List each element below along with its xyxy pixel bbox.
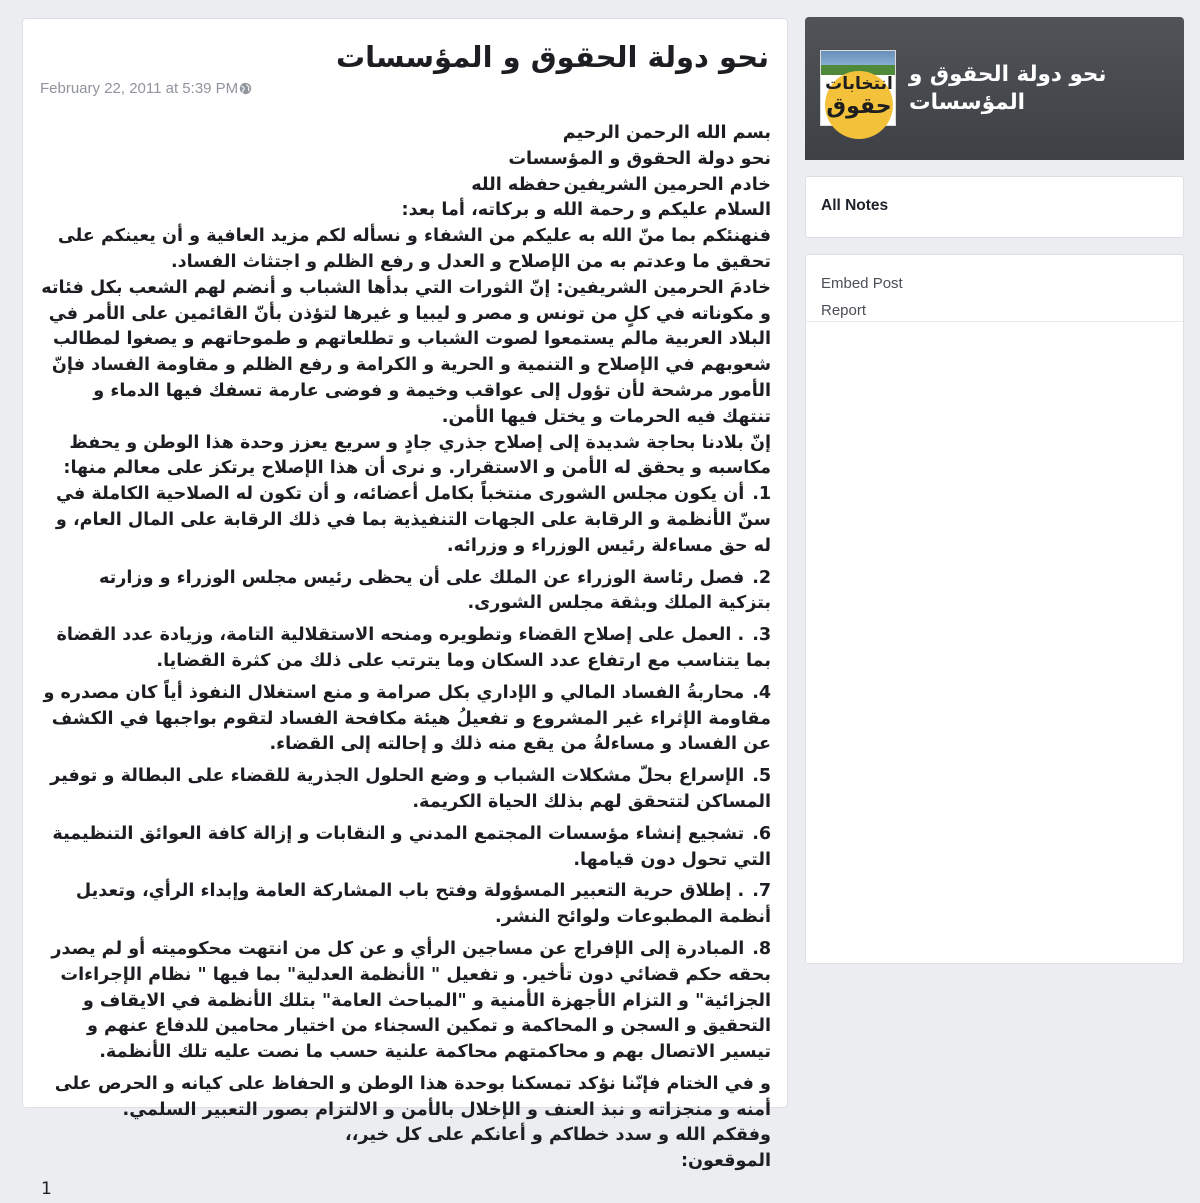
demand-text: محاربةُ الفساد المالي و الإداري بكل صرامة و منع استغلال النفوذ أياً كان مصدره و مقاومة الإثراء غير المشروع و تفعيلُ هيئة مكافحة الفساد لتقوم بواجبها في الكشف عن الفساد و مساءلةُ من يقع منه ذلك و إحالته إلى القضاء.: [43, 682, 771, 755]
cover-logo-line2: حقوق: [826, 94, 892, 119]
demand-number: 8.: [752, 938, 771, 959]
greeting-line: السلام عليكم و رحمة الله و بركاته، أما بعد:: [401, 200, 771, 221]
demand-text: الإسراع بحلّ مشكلات الشباب و وضع الحلول الجذرية للقضاء على البطالة و توفير المساكن لتتحقق لهم بذلك الحياة الكريمة.: [50, 766, 771, 812]
note-timestamp[interactable]: February 22, 2011 at 5:39 PM: [40, 80, 239, 97]
bismillah-line: بسم الله الرحمن الرحيم: [562, 123, 771, 143]
note-actions-box: [805, 254, 1184, 964]
all-notes-link[interactable]: All Notes: [805, 176, 1184, 238]
demand-item: [41, 681, 771, 758]
demand-number: 2.: [752, 567, 771, 588]
demand-item: [41, 822, 771, 874]
cover-logo-line1: انتخابات: [825, 74, 893, 94]
globe-icon[interactable]: [239, 82, 252, 95]
sidebar-page-title[interactable]: نحو دولة الحقوق و المؤسسات: [909, 62, 1107, 115]
demand-text: المبادرة إلى الإفراج عن مساجين الرأي و عن كل من انتهت محكوميته أو لم يصدر بحقه حكم قضائي دون تأخير. و تفعيل " الأنظمة العدلية" بما فيها " نظام الإجراءات الجزائية" و التزام الأجهزة الأمنية و "المباحث العامة" بتلك الأنظمة في الايقاف و التحقيق و السجن و المحاكمة و تمكين السجناء من اختيار محامين للدفاع عنهم و تيسير الاتصال بهم و محاكمتهم محاكمة علنية حسب ما نصت عليه تلك الأنظمة.: [51, 938, 771, 1063]
page-cover-image[interactable]: [820, 50, 896, 126]
demand-item: [41, 623, 771, 675]
demand-text: تشجيع إنشاء مؤسسات المجتمع المدني و النقابات و إزالة كافة العوائق التنظيمية التي تحول دون قيامها.: [52, 823, 771, 870]
closing-prayer: وفقكم الله و سدد خطاكم و أعانكم على كل خير،،: [345, 1125, 771, 1146]
addressee-line: [41, 173, 771, 199]
report-link[interactable]: Report: [821, 302, 867, 319]
divider: [806, 321, 1183, 322]
demand-text: . العمل على إصلاح القضاء وتطويره ومنحه الاستقلالية التامة، وزيادة عدد القضاة بما يتناسب مع ارتفاع عدد السكان وما يترتب على ذلك من كثرة القضايا.: [56, 625, 771, 671]
demand-item: [41, 879, 771, 931]
demand-number: 6.: [752, 823, 771, 844]
demand-number: 3.: [752, 625, 771, 646]
subject-line: نحو دولة الحقوق و المؤسسات: [508, 148, 771, 169]
demand-number: 7.: [752, 881, 771, 902]
demand-item: [41, 764, 771, 816]
paragraph-3: إنّ بلادنا بحاجة شديدة إلى إصلاح جذري جادٍ و سريع يعزز وحدة هذا الوطن و يحفظ مكاسبه و يحقق له الأمن و الاستقرار. و نرى أن هذا الإصلاح يرتكز على معالم منها:: [63, 432, 771, 479]
demand-text: . إطلاق حرية التعبير المسؤولة وفتح باب المشاركة العامة وإبداء الرأي، وتعديل أنظمة المطبوعات ولوائح النشر.: [75, 881, 771, 928]
closing-paragraph: و في الختام فإنّنا نؤكد تمسكنا بوحدة هذا الوطن و الحفاظ على كيانه و الحرص على أمنه و منجزاته و نبذ العنف و الإخلال بالأمن و الالتزام بصور التعبير السلمي.: [54, 1073, 771, 1120]
note-title: نحو دولة الحقوق و المؤسسات: [336, 40, 769, 74]
demand-number: 4.: [752, 682, 771, 703]
note-card: [22, 18, 788, 1200]
signer-number: 1: [41, 1179, 52, 1200]
note-meta: [40, 80, 252, 97]
embed-post-link[interactable]: Embed Post: [821, 275, 903, 292]
demands-list: [41, 482, 771, 1066]
note-body: [41, 121, 771, 1203]
paragraph-2: خادمَ الحرمين الشريفين: إنّ الثورات التي بدأها الشباب و أنضم لهم الشعب بكل فئاته و مكوناته في كلٍ من تونس و مصر و ليبيا و غيرها لتؤذن بأنّ القائمين على الأمر في البلاد العربية مالم يستمعوا لصوت الشباب و تطلعاتهم و طموحاتهم و يصغوا لمطالب شعوبهم في الإصلاح و التنمية و الحرية و الكرامة و رفع الظلم و مقاومة الفساد فإنّ الأمور مرشحة لأن تؤول إلى عواقب وخيمة و فوضى عارمة تسفك فيها الدماء و تنتهك فيه الحرمات و يختل فيها الأمن.: [41, 277, 771, 427]
blessing: حفظه الله: [471, 174, 561, 195]
demand-text: فصل رئاسة الوزراء عن الملك على أن يحظى رئيس مجلس الوزراء و وزارته بتزكية الملك وبثقة مجلس الشورى.: [99, 567, 771, 614]
addressee: خادم الحرمين الشريفين: [563, 174, 771, 195]
note-header-card: [805, 17, 1184, 160]
signers-label: الموقعون:: [681, 1151, 771, 1172]
demand-item: [41, 566, 771, 618]
demand-number: 1.: [752, 484, 771, 505]
paragraph-1: فنهنئكم بما منّ الله به عليكم من الشفاء و نسأله لكم مزيد العافية و أن يعينكم على تحقيق ما وعدتم به من الإصلاح و العدل و رفع الظلم و اجتثاث الفساد.: [57, 226, 771, 272]
demand-number: 5.: [752, 766, 771, 787]
cover-logo: [825, 71, 893, 139]
demand-text: أن يكون مجلس الشورى منتخباً بكامل أعضائه، و أن تكون له الصلاحية الكاملة في سنّ الأنظمة و الرقابة على الجهات التنفيذية بما في ذلك الرقابة على المال العام، و له حق مساءلة رئيس الوزراء و وزرائه.: [55, 484, 771, 556]
demand-item: [41, 937, 771, 1066]
demand-item: [41, 482, 771, 559]
